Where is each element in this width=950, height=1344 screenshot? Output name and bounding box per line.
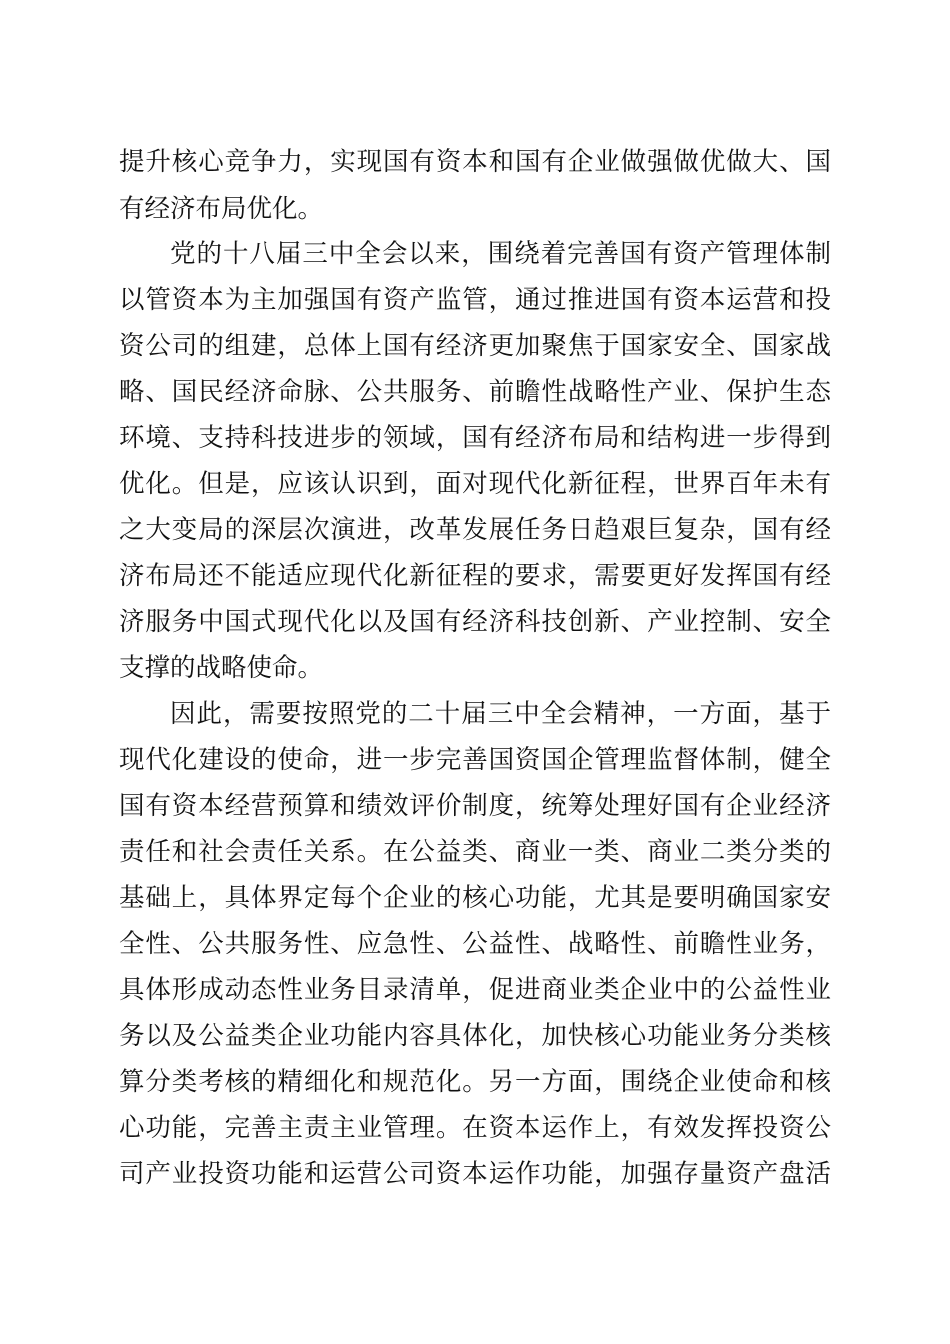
paragraph-3-line-8: 务以及公益类企业功能内容具体化，加快核心功能业务分类核 xyxy=(119,1021,831,1051)
paragraph-2-line-2: 以管资本为主加强国有资产监管，通过推进国有资本运营和投 xyxy=(119,285,831,315)
paragraph-3-line-7: 具体形成动态性业务目录清单，促进商业类企业中的公益性业 xyxy=(119,975,831,1005)
paragraph-3-line-2: 现代化建设的使命，进一步完善国资国企管理监督体制，健全 xyxy=(119,745,831,775)
paragraph-2-line-5: 环境、支持科技进步的领域，国有经济布局和结构进一步得到 xyxy=(119,423,831,453)
paragraph-1-line-1: 提升核心竞争力，实现国有资本和国有企业做强做优做大、国 xyxy=(119,147,831,177)
paragraph-2-line-4: 略、国民经济命脉、公共服务、前瞻性战略性产业、保护生态 xyxy=(119,377,831,407)
paragraph-3-line-6: 全性、公共服务性、应急性、公益性、战略性、前瞻性业务， xyxy=(119,929,831,959)
paragraph-2-line-9: 济服务中国式现代化以及国有经济科技创新、产业控制、安全 xyxy=(119,607,831,637)
paragraph-3-line-5: 基础上，具体界定每个企业的核心功能，尤其是要明确国家安 xyxy=(119,883,831,913)
paragraph-3-line-4: 责任和社会责任关系。在公益类、商业一类、商业二类分类的 xyxy=(119,837,831,867)
paragraph-2-line-7: 之大变局的深层次演进，改革发展任务日趋艰巨复杂，国有经 xyxy=(119,515,831,545)
paragraph-2-line-8: 济布局还不能适应现代化新征程的要求，需要更好发挥国有经 xyxy=(119,561,831,591)
paragraph-3-line-1: 因此，需要按照党的二十届三中全会精神，一方面，基于 xyxy=(170,699,831,729)
paragraph-2-line-10: 支撑的战略使命。 xyxy=(119,653,324,683)
paragraph-3-line-9: 算分类考核的精细化和规范化。另一方面，围绕企业使命和核 xyxy=(119,1067,831,1097)
paragraph-3-line-11: 司产业投资功能和运营公司资本运作功能，加强存量资产盘活 xyxy=(119,1159,831,1189)
paragraph-1-line-2: 有经济布局优化。 xyxy=(119,194,324,224)
paragraph-3-line-3: 国有资本经营预算和绩效评价制度，统筹处理好国有企业经济 xyxy=(119,791,831,821)
paragraph-2-line-3: 资公司的组建，总体上国有经济更加聚焦于国家安全、国家战 xyxy=(119,331,831,361)
paragraph-2-line-1: 党的十八届三中全会以来，围绕着完善国有资产管理体制 xyxy=(170,239,831,269)
paragraph-2-line-6: 优化。但是，应该认识到，面对现代化新征程，世界百年未有 xyxy=(119,469,831,499)
paragraph-3-line-10: 心功能，完善主责主业管理。在资本运作上，有效发挥投资公 xyxy=(119,1113,831,1143)
